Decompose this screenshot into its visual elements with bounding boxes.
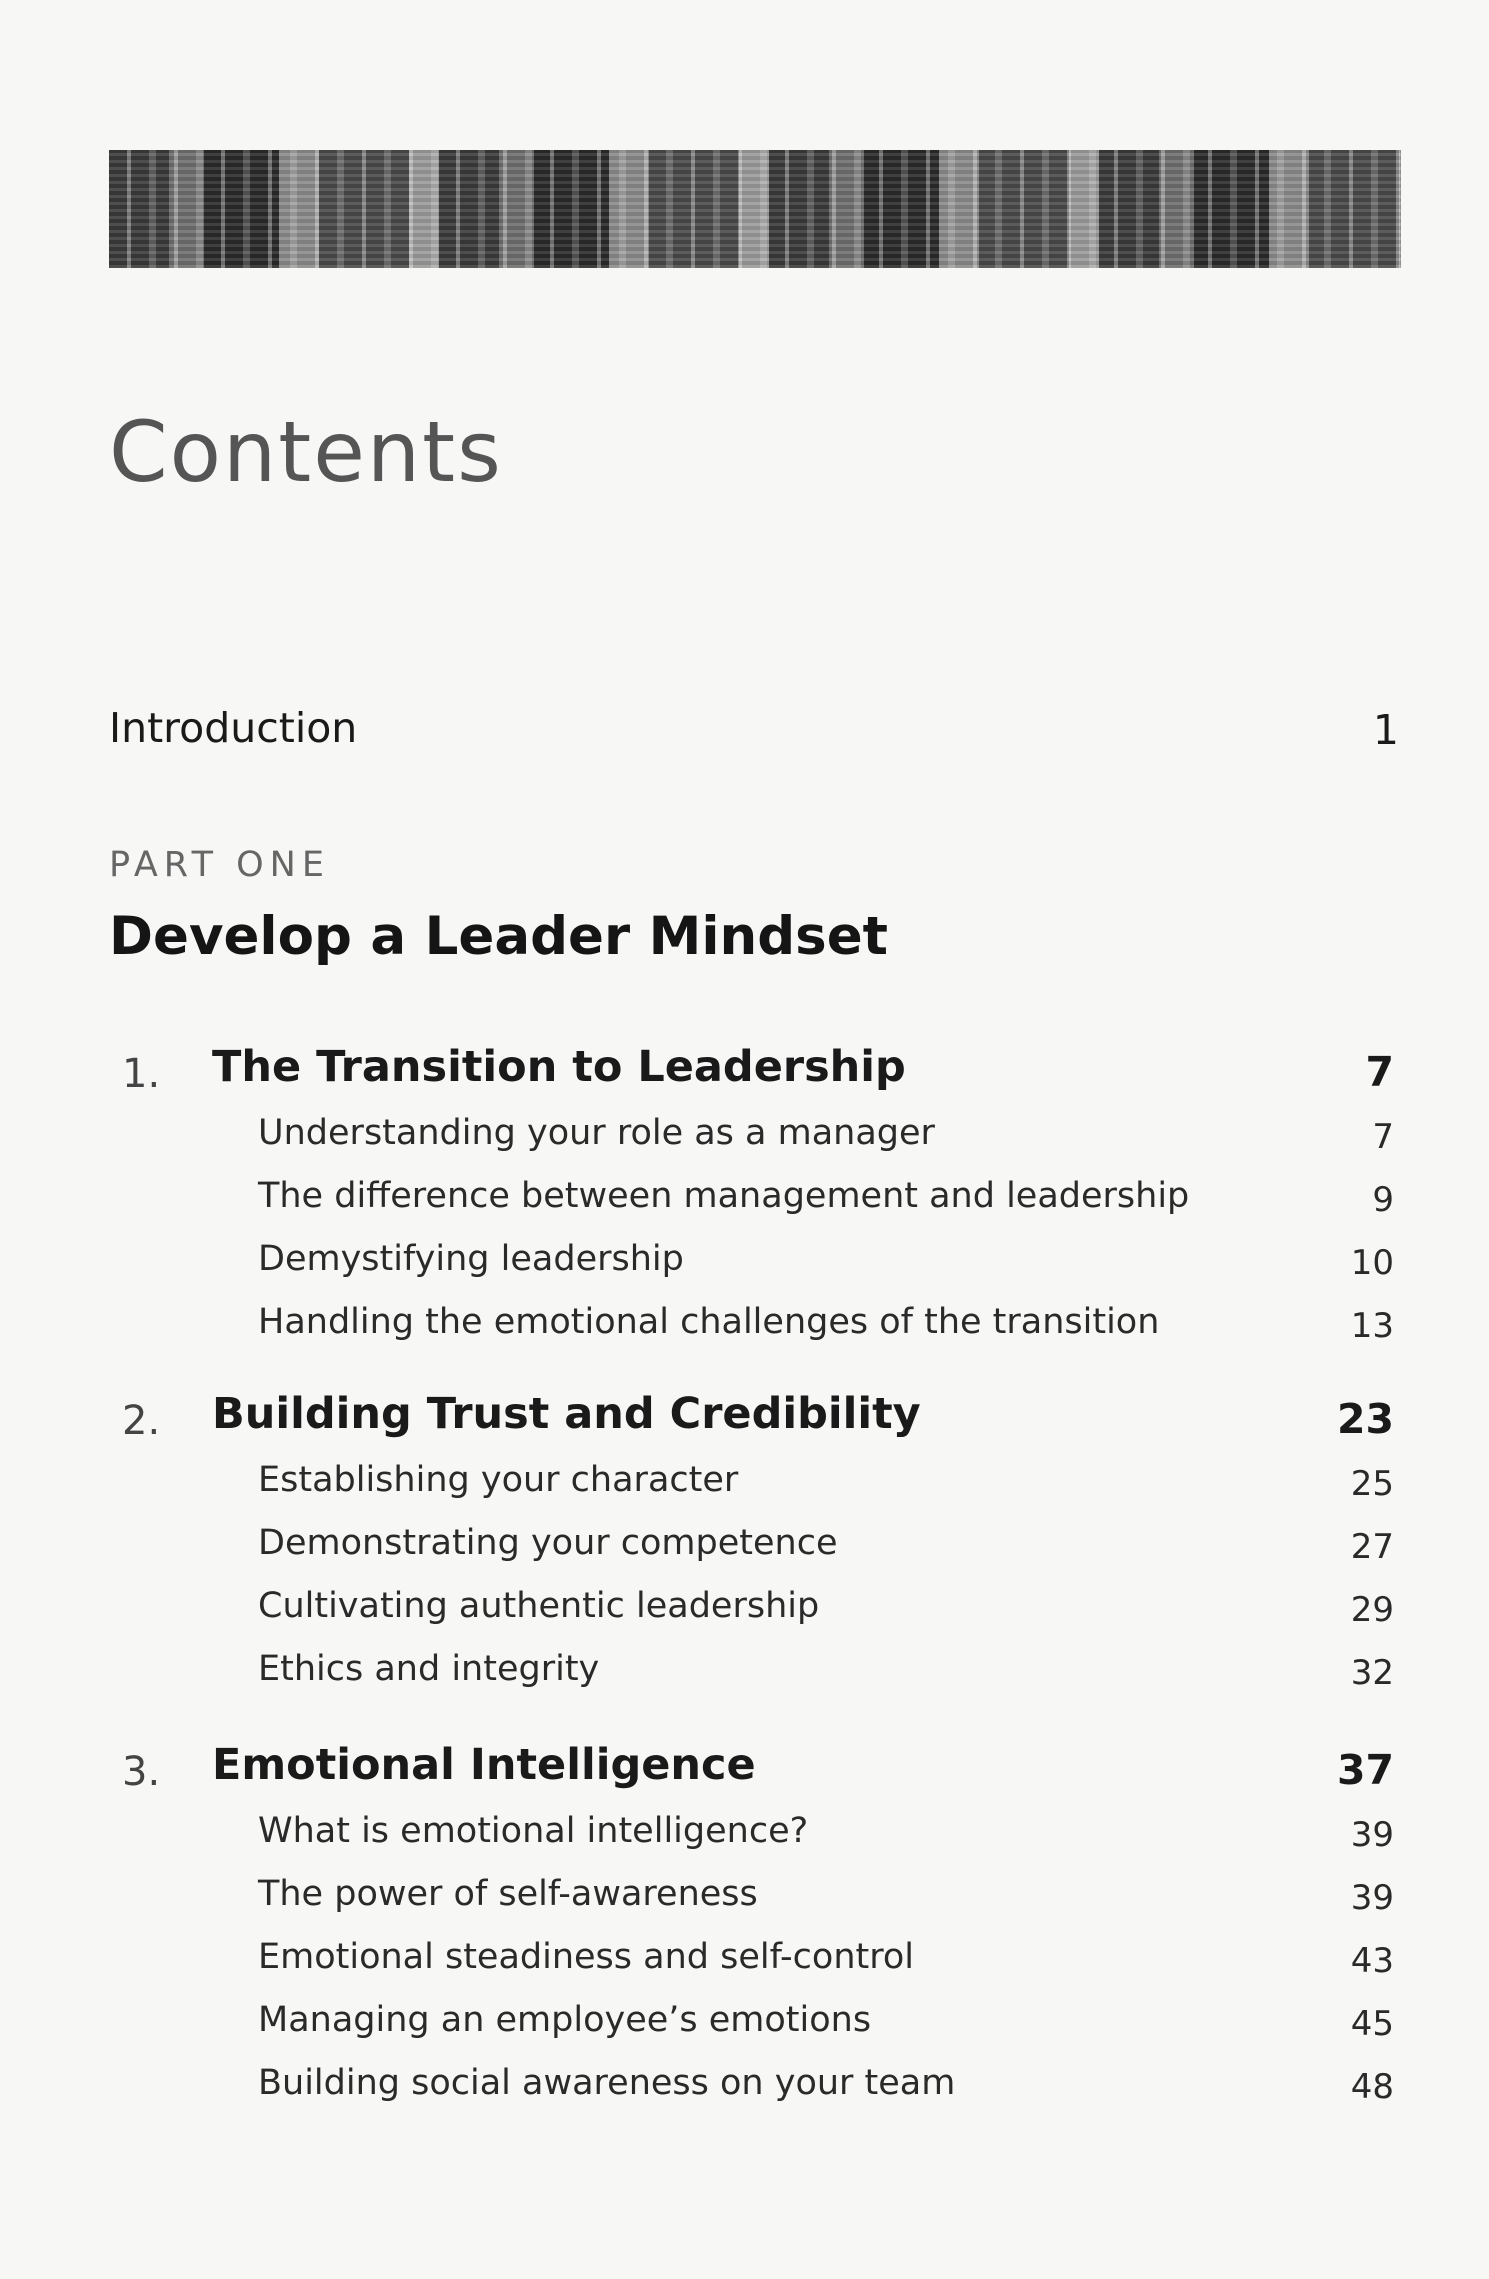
toc-section — [0, 1937, 1489, 2003]
toc-entry-label: Introduction — [109, 704, 358, 752]
section-page-number: 45 — [1350, 2004, 1394, 2044]
decorative-header-band — [109, 150, 1401, 268]
chapter-page-number: 23 — [1336, 1395, 1394, 1443]
section-page-number: 10 — [1350, 1243, 1394, 1283]
toc-section — [0, 1523, 1489, 1589]
section-title: The power of self-awareness — [258, 1874, 758, 1914]
toc-section — [0, 1811, 1489, 1877]
section-page-number: 39 — [1350, 1878, 1394, 1918]
part-label: PART ONE — [109, 845, 330, 885]
toc-section — [0, 1176, 1489, 1242]
section-title: Ethics and integrity — [258, 1649, 600, 1689]
section-page-number: 32 — [1350, 1653, 1394, 1693]
section-page-number: 39 — [1350, 1815, 1394, 1855]
toc-page-number: 1 — [1372, 706, 1399, 754]
section-title: Demystifying leadership — [258, 1239, 684, 1279]
section-title: Emotional steadiness and self-control — [258, 1937, 914, 1977]
toc-entry-introduction — [109, 704, 1399, 754]
toc-section — [0, 1239, 1489, 1305]
chapter-page-number: 37 — [1336, 1746, 1394, 1794]
section-title: Building social awareness on your team — [258, 2063, 956, 2103]
toc-section — [0, 1874, 1489, 1940]
chapter-number: 2. — [122, 1398, 161, 1444]
section-title: Understanding your role as a manager — [258, 1113, 935, 1153]
section-page-number: 43 — [1350, 1941, 1394, 1981]
section-page-number: 13 — [1350, 1306, 1394, 1346]
section-title: Managing an employee’s emotions — [258, 2000, 872, 2040]
section-title: Establishing your character — [258, 1460, 739, 1500]
toc-section — [0, 1586, 1489, 1652]
toc-section — [0, 1302, 1489, 1368]
page-title: Contents — [109, 403, 503, 501]
toc-section — [0, 2063, 1489, 2129]
section-page-number: 29 — [1350, 1590, 1394, 1630]
section-page-number: 9 — [1372, 1180, 1394, 1220]
section-page-number: 48 — [1350, 2067, 1394, 2107]
section-page-number: 25 — [1350, 1464, 1394, 1504]
section-title: What is emotional intelligence? — [258, 1811, 809, 1851]
toc-section — [0, 1113, 1489, 1179]
section-title: Cultivating authentic leadership — [258, 1586, 820, 1626]
chapter-number: 1. — [122, 1051, 161, 1097]
section-page-number: 27 — [1350, 1527, 1394, 1567]
toc-section — [0, 1460, 1489, 1526]
chapter-title: The Transition to Leadership — [212, 1042, 906, 1092]
chapter-title: Building Trust and Credibility — [212, 1389, 921, 1439]
toc-section — [0, 1649, 1489, 1715]
chapter-page-number: 7 — [1365, 1048, 1394, 1096]
chapter-number: 3. — [122, 1749, 161, 1795]
section-title: The difference between management and leadership — [258, 1176, 1190, 1216]
toc-chapter — [0, 1042, 1489, 1358]
chapter-title: Emotional Intelligence — [212, 1740, 756, 1790]
toc-section — [0, 2000, 1489, 2066]
section-title: Demonstrating your competence — [258, 1523, 838, 1563]
toc-chapter — [0, 1389, 1489, 1705]
section-title: Handling the emotional challenges of the transition — [258, 1302, 1160, 1342]
section-page-number: 7 — [1372, 1117, 1394, 1157]
part-title: Develop a Leader Mindset — [109, 906, 888, 967]
toc-chapter — [0, 1740, 1489, 2119]
